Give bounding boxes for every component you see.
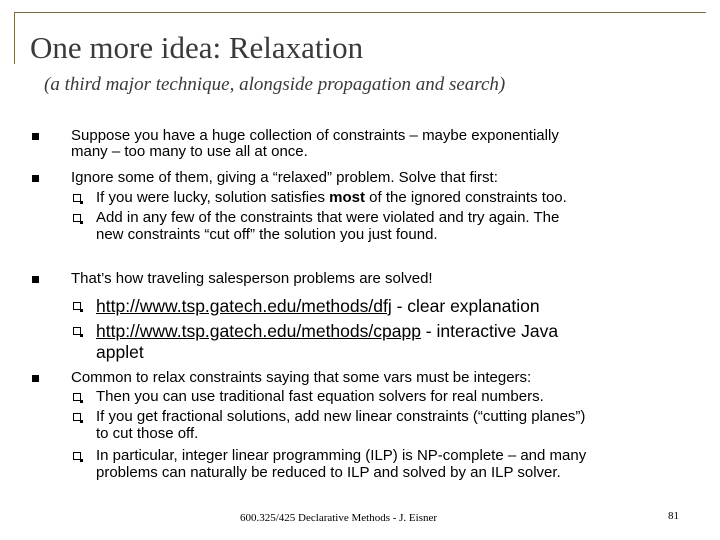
bullet-text: Ignore some of them, giving a “relaxed” problem. Solve that first: [71,169,498,186]
bullet-text: Common to relax constraints saying that some vars must be integers: [71,369,532,386]
sub-bullet-text-part: If you were lucky, solution satisfies [96,189,330,206]
sub-bullet-marker [73,452,81,460]
bullet-marker [32,375,39,382]
sub-bullet-text: applet [96,342,144,362]
link-description: - interactive Java [420,321,559,341]
sub-bullet-text-part: of the ignored constraints too. [365,189,567,206]
sub-bullet-text: new constraints “cut off” the solution you just found. [96,226,438,243]
sub-bullet-marker [73,327,81,335]
bullet-marker [32,276,39,283]
sub-bullet-marker [73,302,81,310]
bullet-marker [32,175,39,182]
link-description: - clear explanation [391,296,540,316]
page-number: 81 [668,510,679,522]
sub-bullet-text: If you get fractional solutions, add new linear constraints (“cutting planes”) [96,408,586,425]
sub-bullet-text [96,296,540,316]
sub-bullet-text: problems can naturally be reduced to ILP and solved by an ILP solver. [96,464,561,481]
bullet-text: many – too many to use all at once. [71,143,308,160]
sub-bullet-marker [73,393,81,401]
sub-bullet-text: Add in any few of the constraints that were violated and try again. The [96,209,560,226]
link-cpapp[interactable]: http://www.tsp.gatech.edu/methods/cpapp [96,321,421,341]
sub-bullet-marker [73,194,81,202]
sub-bullet-text: Then you can use traditional fast equation solvers for real numbers. [96,388,544,405]
slide-subtitle: (a third major technique, alongside propagation and search) [44,74,506,95]
sub-bullet-text: to cut those off. [96,425,199,442]
slide-title: One more idea: Relaxation [30,30,364,65]
title-bracket-left [14,12,15,64]
bullet-marker [32,133,39,140]
bullet-text: That’s how traveling salesperson problems are solved! [71,270,433,287]
sub-bullet-text: In particular, integer linear programming (ILP) is NP-complete – and many [96,447,587,464]
bullet-text: Suppose you have a huge collection of constraints – maybe exponentially [71,127,559,144]
sub-bullet-marker [73,214,81,222]
emphasis-text: most [329,189,365,206]
sub-bullet-text [96,321,558,341]
sub-bullet-marker [73,413,81,421]
link-dfj[interactable]: http://www.tsp.gatech.edu/methods/dfj [96,296,392,316]
title-bracket-top [14,12,706,13]
slide-footer: 600.325/425 Declarative Methods - J. Eisner [240,512,438,524]
sub-bullet-text [96,190,567,206]
